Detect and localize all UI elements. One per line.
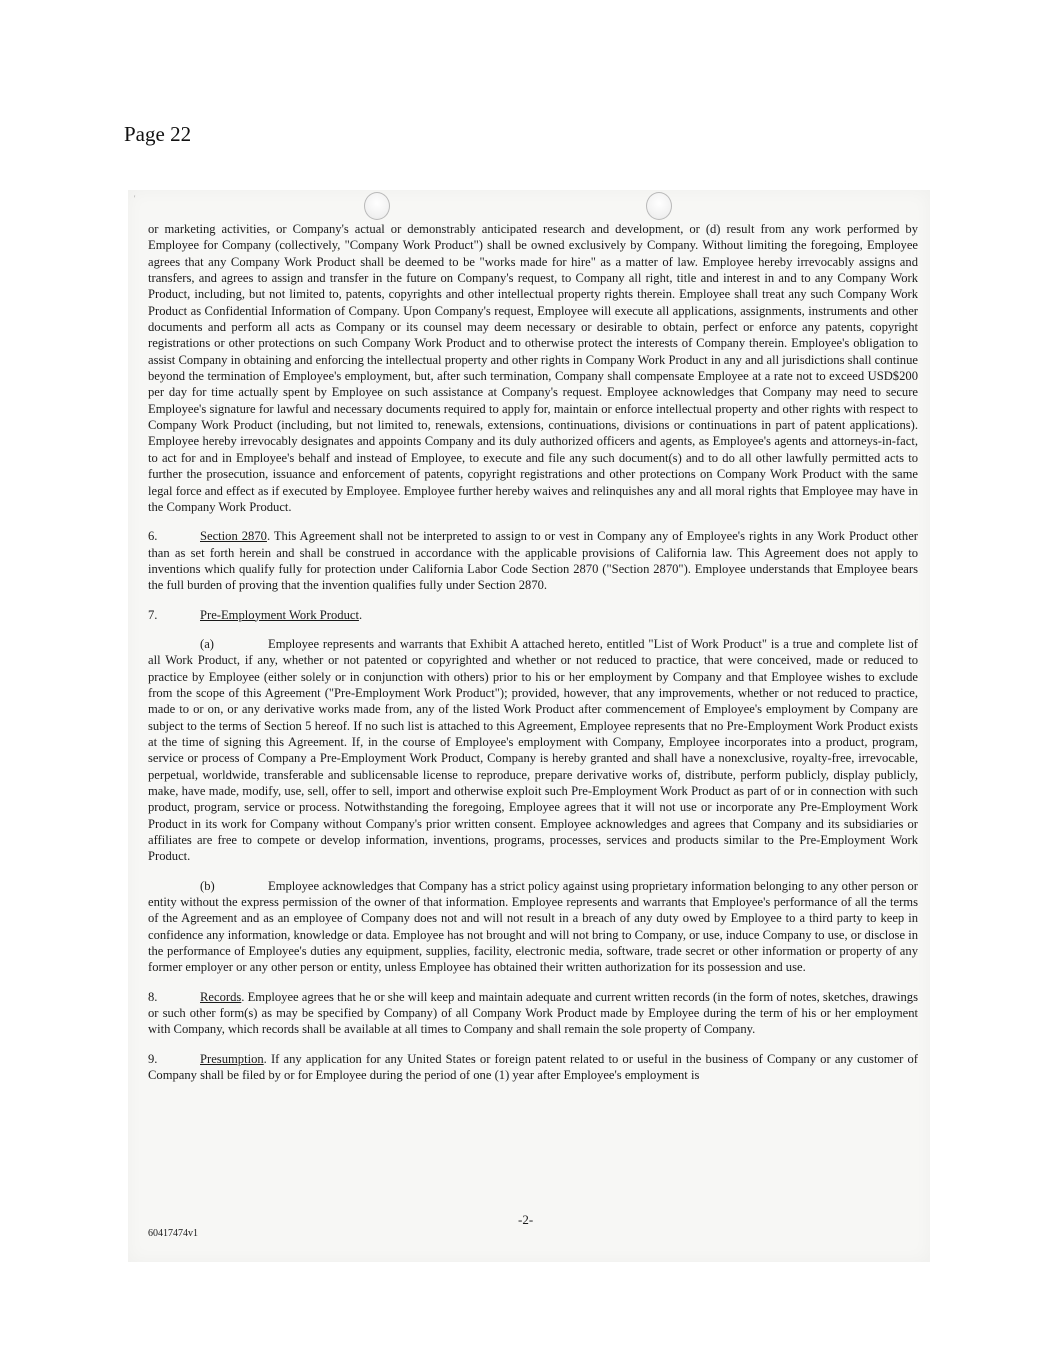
section-number: 7. (148, 607, 158, 622)
section-7b (148, 878, 918, 976)
section-title: Records (200, 989, 242, 1004)
scan-mark: ' (134, 194, 136, 203)
section-7a (148, 636, 918, 865)
section-title: Presumption (200, 1051, 264, 1066)
page-number: -2- (518, 1212, 534, 1227)
subsection-label: (b) (200, 878, 215, 893)
subsection-label: (a) (200, 636, 214, 651)
section-title-period: . (358, 607, 363, 622)
section-text: . This Agreement shall not be interpreted to assign to or vest in Company any of Employee's rights in any Work Product other than as set forth herein and shall be construed in accordance with the applicable provisions of California law. This Agreement does not apply to inventions which qualify fully for protection under California Labor Code Section 2870 ("Section 2870"). Employee understands that Employee bears the full burden of proving that the invention qualifies fully under Section 2870. (148, 529, 918, 593)
section-title: Section 2870 (200, 529, 267, 544)
subsection-text: Employee acknowledges that Company has a strict policy against using proprietary information belonging to any other person or entity without the express permission of the owner of that information. Employee represents and warrants that Employee's performance of all the terms of the Agreement and as an employee of Company does not and will not result in a breach of any duty owed by Employee to a third party to keep in confidence any information, knowledge or data. Employee has not brought and will not bring to Company, or use, induce Company to use, or disclose in the performance of Employee's duties any equipment, supplies, facility, electronic media, software, trade secret or other information or property of any former employer or any other person or entity, unless Employee has obtained their written authorization for its possession and use. (148, 878, 918, 975)
section-text: . If any application for any United States or foreign patent related to or useful in the business of Company or any customer of Company shall be filed by or for Employee during the period of one (1) year after Employee's employment is (148, 1051, 918, 1083)
section-8 (148, 989, 918, 1038)
document-id: 60417474v1 (148, 1228, 198, 1239)
section-text: . Employee agrees that he or she will keep and maintain adequate and current written records (in the form of notes, sketches, drawings or such other form(s) as may be specified by Company) of all Company Work Product made by Employee during the term of his or her employment with Company, which records shall be available at all times to Company and shall remain the sole property of Company. (148, 989, 918, 1037)
page-label: Page 22 (124, 122, 192, 146)
section-title: Pre-Employment Work Product (200, 607, 359, 622)
scanned-page (128, 190, 930, 1262)
paragraph-intro: or marketing activities, or Company's actual or demonstrably anticipated research and development, or (d) result from any work performed by Employee for Company (collectively, "Company Work Product") shall be owned exclusively by Company. Without limiting the foregoing, Employee agrees that any Company Work Product shall be deemed to be "works made for hire" as a matter of law. Employee hereby irrevocably assigns and transfers, and agrees to assign and transfer in the future on Company's request, to Company all right, title and interest in and to any Company Work Product, including, but not limited to, patents, copyrights and other intellectual property rights therein. Employee shall treat any such Company Work Product as Confidential Information of Company. Upon Company's request, Employee will execute all applications, assignments, instruments and other documents and perform all acts as Company or its counsel may deem necessary or desirable to obtain, perfect or enforce any patents, copyright registrations or other protections on such Company Work Product and to otherwise protect the interests of Company therein. Employee's obligation to assist Company in obtaining and enforcing the intellectual property and other rights in Company Work Product in any and all jurisdictions shall continue beyond the termination of Employee's employment, but, after such termination, Company shall compensate Employee at a rate not to exceed USD$200 per day for time actually spent by Employee on such assistance at Company's request. Employee acknowledges that Company may need to secure Employee's signature for lawful and necessary documents required to apply for, maintain or enforce intellectual property and other rights with respect to Company Work Product (including, but not limited to, renewals, extensions, continuations, divisions or continuations in part of patent applications). Employee hereby irrevocably designates and appoints Company and its duly authorized officers and agents, as Employee's agents and attorneys-in-fact, to act for and in Employee's behalf and instead of Employee, to execute and file any such document(s) and to do all other lawfully permitted acts to further the prosecution, issuance and enforcement of patents, copyright registrations and other protections on Company Work Product with the same legal force and effect as if executed by Employee. Employee further hereby waives and relinquishes any and all moral rights that Employee may have in the Company Work Product. (148, 222, 918, 514)
section-7-heading (148, 607, 918, 623)
section-number: 8. (148, 989, 158, 1004)
document-body (148, 221, 918, 1097)
section-number: 9. (148, 1051, 158, 1066)
punch-hole-right-icon (646, 192, 672, 220)
subsection-text: Employee represents and warrants that Exhibit A attached hereto, entitled "List of Work Product" is a true and complete list of all Work Product, if any, whether or not patented or copyrighted and whether or not reduced to practice, that were conceived, made or reduced to practice by Employee (either solely or in conjunction with others) prior to his or her employment by Company and that Employee wishes to exclude from the scope of this Agreement ("Pre-Employment Work Product"); provided, however, that any improvements, whether or not reduced to practice, made to or on, or any derivative works made from, any of the listed Work Product after commencement of Employee's employment by Company are subject to the terms of Section 5 hereof. If no such list is attached to this Agreement, Employee represents that no Pre-Employment Work Product exists at the time of signing this Agreement. If, in the course of Employee's employment with Company, Employee incorporates into a product, program, service or process of Company a Pre-Employment Work Product, Company is hereby granted and shall have a nonexclusive, royalty-free, irrevocable, perpetual, worldwide, transferable and sublicensable license to reproduce, prepare derivative works of, distribute, perform publicly, display publicly, make, have made, modify, use, sell, offer to sell, import and otherwise exploit such Pre-Employment Work Product as part of or in connection with such product, program, service or process. Notwithstanding the foregoing, Employee agrees that it will not use or incorporate any Pre-Employment Work Product in its work for Company without Company's prior written consent. Employee acknowledges and agrees that Company and its subsidiaries or affiliates are free to compete or develop information, inventions, programs, processes, services and products similar to the Pre-Employment Work Product. (148, 636, 918, 864)
punch-hole-left-icon (364, 192, 390, 220)
section-9 (148, 1051, 918, 1084)
section-number: 6. (148, 529, 158, 544)
section-6 (148, 528, 918, 593)
